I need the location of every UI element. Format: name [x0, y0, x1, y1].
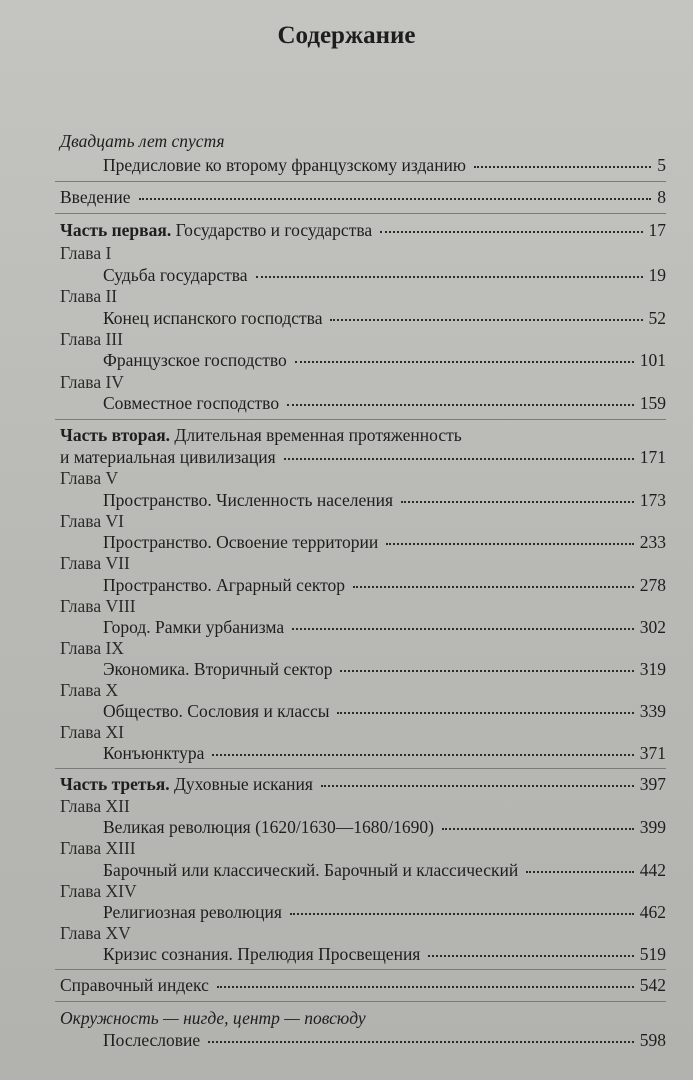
chapter-label: Глава V [60, 468, 119, 488]
leader-dots [526, 871, 634, 873]
toc-entry-title: Великая революция (1620/1630—1680/1690) [103, 817, 434, 837]
section-divider [55, 1001, 666, 1002]
leader-dots [290, 913, 634, 915]
toc-entry-title: Государство и государства [171, 220, 373, 240]
toc-page-number: 17 [648, 220, 666, 240]
leader-dots [217, 986, 634, 988]
leader-dots [321, 785, 634, 787]
toc-entry-title: Французское господство [103, 350, 287, 370]
leader-dots [442, 828, 634, 830]
leader-dots [474, 166, 651, 168]
section-divider [55, 419, 666, 420]
afterword-group-heading: Окружность — нигде, центр — повсюду [60, 1008, 366, 1028]
toc-entry-part-two-line1[interactable] [60, 424, 666, 446]
leader-dots [353, 586, 634, 588]
toc-entry-title: Судьба государства [103, 265, 248, 285]
part-label: Часть третья. [60, 774, 170, 794]
toc-entry-title: Город. Рамки урбанизма [103, 617, 285, 637]
toc-entry-chapter-12[interactable] [103, 816, 666, 838]
preface-group-heading: Двадцать лет спустя [60, 131, 225, 151]
leader-dots [340, 670, 633, 672]
toc-entry-chapter-4[interactable] [103, 392, 666, 414]
toc-page-number: 5 [657, 155, 666, 175]
toc-entry-title: Послесловие [103, 1030, 201, 1050]
leader-dots [287, 404, 634, 406]
toc-entry-chapter-13[interactable] [103, 859, 666, 881]
toc-entry-chapter-6[interactable] [103, 531, 666, 553]
toc-page-number: 173 [639, 490, 666, 510]
toc-entry-title: Общество. Сословия и классы [103, 701, 330, 721]
toc-entry-title: Экономика. Вторичный сектор [103, 659, 333, 679]
toc-entry-title: Пространство. Освоение территории [103, 532, 379, 552]
toc-page-number: 371 [639, 743, 666, 763]
toc-entry-part-one[interactable] [60, 219, 666, 241]
toc-page-number: 319 [639, 659, 666, 679]
toc-entry-title: Барочный или классический. Барочный и классический [103, 860, 519, 880]
toc-page-number: 339 [639, 701, 666, 721]
leader-dots [256, 276, 643, 278]
toc-entry-title-continued: и материальная цивилизация [60, 447, 276, 467]
leader-dots [330, 319, 642, 321]
chapter-label: Глава II [60, 286, 118, 306]
chapter-label: Глава III [60, 329, 123, 349]
leader-dots [401, 501, 634, 503]
toc-entry-chapter-14[interactable] [103, 901, 666, 923]
section-divider [55, 181, 666, 182]
chapter-label: Глава XIV [60, 881, 137, 901]
toc-entry-title: Кризис сознания. Прелюдия Просвещения [103, 944, 421, 964]
leader-dots [380, 231, 642, 233]
toc-page-number: 519 [639, 944, 666, 964]
chapter-label: Глава XI [60, 722, 124, 742]
toc-entry-chapter-5[interactable] [103, 489, 666, 511]
toc-page-number: 101 [639, 350, 666, 370]
toc-entry-index[interactable] [60, 974, 666, 996]
toc-entry-chapter-9[interactable] [103, 658, 666, 680]
chapter-label: Глава VI [60, 511, 124, 531]
chapter-label: Глава I [60, 243, 112, 263]
toc-entry-title: Пространство. Численность населения [103, 490, 393, 510]
toc-entry-chapter-3[interactable] [103, 349, 666, 371]
toc-entry-chapter-7[interactable] [103, 574, 666, 596]
toc-entry-title: Духовные искания [169, 774, 313, 794]
toc-page-number: 399 [639, 817, 666, 837]
toc-entry-chapter-8[interactable] [103, 616, 666, 638]
toc-entry-title: Совместное господство [103, 393, 280, 413]
toc-page-number: 302 [639, 617, 666, 637]
leader-dots [428, 955, 633, 957]
chapter-label: Глава XV [60, 923, 131, 943]
toc-entry-introduction[interactable] [60, 186, 666, 208]
toc-entry-preface[interactable] [103, 154, 666, 176]
section-divider [55, 768, 666, 769]
section-divider [55, 213, 666, 214]
toc-entry-afterword[interactable] [103, 1029, 666, 1051]
toc-page-number: 542 [639, 975, 666, 995]
toc-page-number: 159 [639, 393, 666, 413]
toc-page-number: 462 [639, 902, 666, 922]
chapter-label: Глава VII [60, 553, 130, 573]
toc-page-number: 598 [639, 1030, 666, 1050]
toc-entry-part-three[interactable] [60, 773, 666, 795]
leader-dots [386, 543, 634, 545]
toc-page-number: 278 [639, 575, 666, 595]
toc-entry-part-two[interactable] [60, 446, 666, 468]
leader-dots [212, 754, 633, 756]
toc-entry-chapter-2[interactable] [103, 307, 666, 329]
toc-entry-title: Религиозная революция [103, 902, 282, 922]
leader-dots [139, 198, 652, 200]
part-label: Часть вторая. [60, 425, 171, 445]
toc-page-number: 171 [639, 447, 666, 467]
toc-entry-title: Конец испанского господства [103, 308, 323, 328]
toc-entry-chapter-1[interactable] [103, 264, 666, 286]
page-title: Содержание [277, 22, 416, 49]
chapter-label: Глава IV [60, 372, 124, 392]
leader-dots [284, 458, 634, 460]
chapter-label: Глава XIII [60, 838, 136, 858]
part-label: Часть первая. [60, 220, 172, 240]
toc-entry-chapter-10[interactable] [103, 700, 666, 722]
toc-page-number: 8 [657, 187, 666, 207]
leader-dots [208, 1041, 634, 1043]
leader-dots [295, 361, 634, 363]
toc-entry-chapter-15[interactable] [103, 943, 666, 965]
section-divider [55, 969, 666, 970]
toc-page-number: 233 [639, 532, 666, 552]
leader-dots [337, 712, 633, 714]
toc-entry-title: Пространство. Аграрный сектор [103, 575, 346, 595]
leader-dots [292, 628, 634, 630]
chapter-label: Глава X [60, 680, 119, 700]
toc-entry-chapter-11[interactable] [103, 742, 666, 764]
toc-page-number: 442 [639, 860, 666, 880]
toc-page-number: 52 [648, 308, 666, 328]
toc-page-number: 19 [648, 265, 666, 285]
chapter-label: Глава XII [60, 796, 130, 816]
toc-entry-title: Конъюнктура [103, 743, 205, 763]
chapter-label: Глава VIII [60, 596, 136, 616]
toc-entry-title: Справочный индекс [60, 975, 209, 995]
toc-entry-title: Предисловие ко второму французскому изданию [103, 155, 466, 175]
toc-entry-title: Длительная временная протяженность [170, 425, 462, 445]
chapter-label: Глава IX [60, 638, 124, 658]
toc-entry-title: Введение [60, 187, 131, 207]
toc-page-number: 397 [639, 774, 666, 794]
